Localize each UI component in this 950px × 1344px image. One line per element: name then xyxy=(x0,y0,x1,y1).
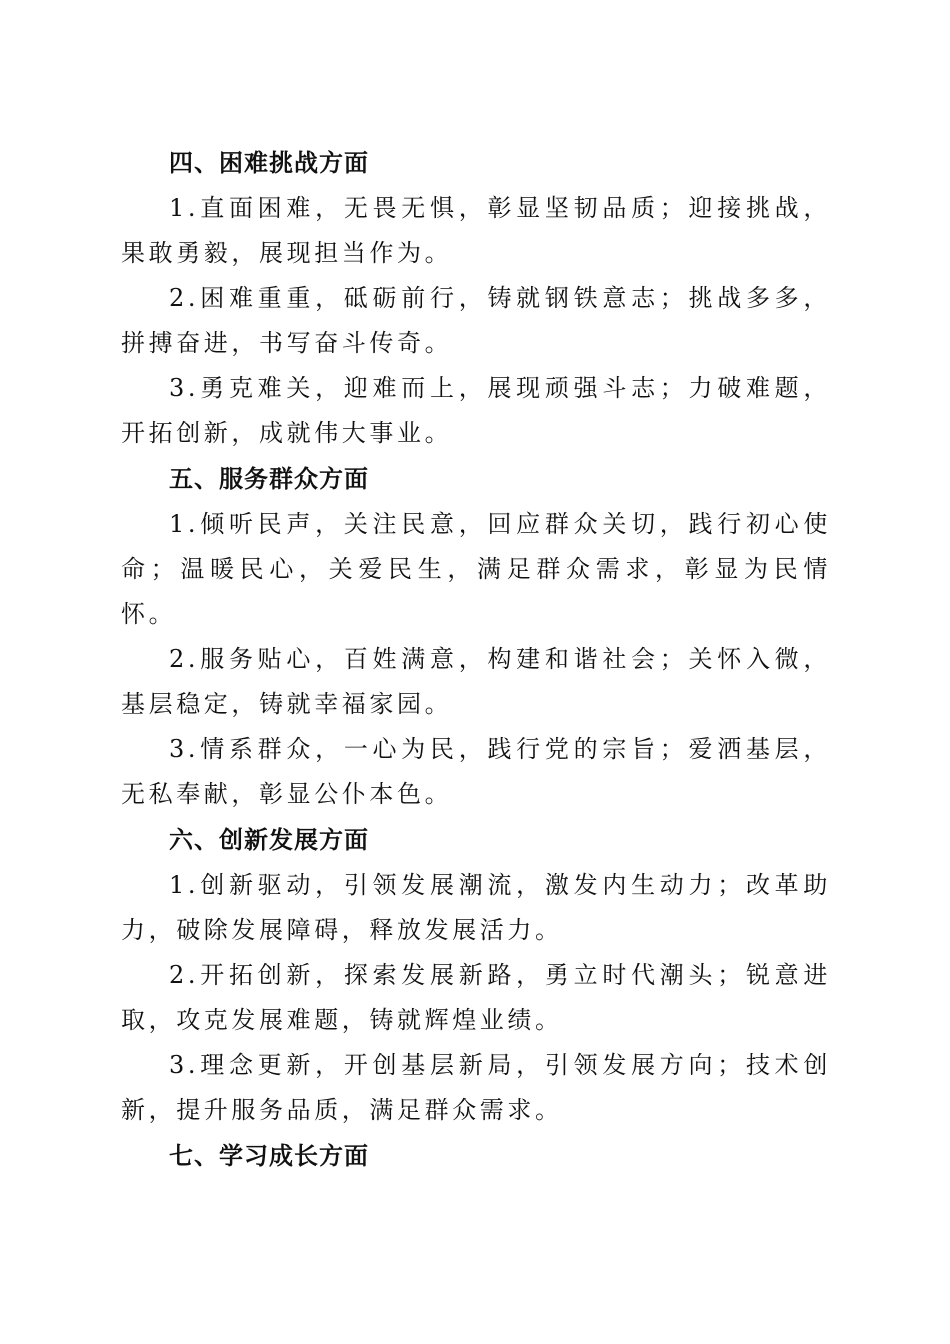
list-item: 1.创新驱动，引领发展潮流，激发内生动力；改革助力，破除发展障碍，释放发展活力。 xyxy=(121,871,831,944)
list-item: 1.直面困难，无畏无惧，彰显坚韧品质；迎接挑战，果敢勇毅，展现担当作为。 xyxy=(121,194,831,267)
list-item: 3.情系群众，一心为民，践行党的宗旨；爱洒基层，无私奉献，彰显公仆本色。 xyxy=(121,735,831,808)
list-item: 1.倾听民声，关注民意，回应群众关切，践行初心使命；温暖民心，关爱民生，满足群众需求，彰显为民情怀。 xyxy=(121,510,831,628)
list-item: 3.勇克难关，迎难而上，展现顽强斗志；力破难题，开拓创新，成就伟大事业。 xyxy=(121,374,831,447)
section-heading: 四、困难挑战方面 xyxy=(169,149,369,177)
section-heading: 五、服务群众方面 xyxy=(169,465,369,493)
list-item: 2.开拓创新，探索发展新路，勇立时代潮头；锐意进取，攻克发展难题，铸就辉煌业绩。 xyxy=(121,961,831,1034)
list-item: 2.服务贴心，百姓满意，构建和谐社会；关怀入微，基层稳定，铸就幸福家园。 xyxy=(121,645,831,718)
section-heading: 七、学习成长方面 xyxy=(169,1142,369,1170)
list-item: 2.困难重重，砥砺前行，铸就钢铁意志；挑战多多，拼搏奋进，书写奋斗传奇。 xyxy=(121,284,831,357)
document-body xyxy=(121,140,831,1179)
section-heading: 六、创新发展方面 xyxy=(169,826,369,854)
list-item: 3.理念更新，开创基层新局，引领发展方向；技术创新，提升服务品质，满足群众需求。 xyxy=(121,1051,831,1124)
